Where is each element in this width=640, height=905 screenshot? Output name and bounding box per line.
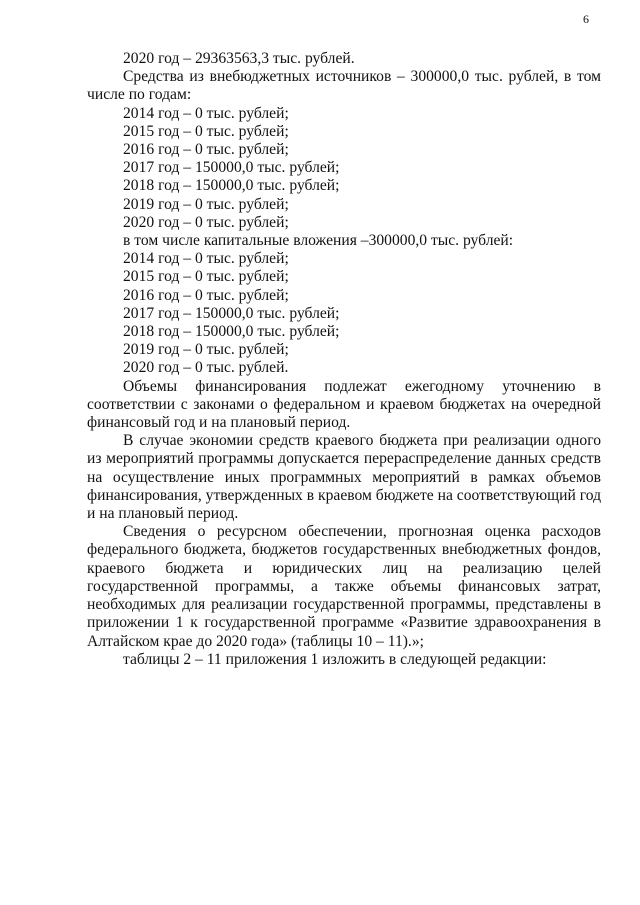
list-item: 2015 год – 0 тыс. рублей; (123, 268, 289, 286)
page-number: 6 (583, 12, 589, 26)
list-item: 2015 год – 0 тыс. рублей; (123, 122, 289, 140)
paragraph-tables-amendment: таблицы 2 – 11 приложения 1 изложить в следующей редакции: (123, 650, 547, 668)
list-item: 2017 год – 150000,0 тыс. рублей; (123, 304, 340, 322)
list-item: 2017 год – 150000,0 тыс. рублей; (123, 159, 340, 177)
list-item: 2014 год – 0 тыс. рублей; (123, 104, 289, 122)
year-list (87, 105, 601, 378)
list-item: 2018 год – 150000,0 тыс. рублей; (123, 323, 340, 341)
list-item: 2020 год – 0 тыс. рублей. (123, 359, 289, 377)
paragraph-resource-provision: Сведения о ресурсном обеспечении, прогнозная оценка расходов федерального бюджета, бюджетов государственных внебюджетных фондов, краевого бюджета и юридических лиц на реализацию целей государственной программы, а также объемы финансовых затрат, необходимых для реализации государственной программы, представлены в приложении 1 к государственной программе «Развитие здравоохранения в Алтайском крае до 2020 года» (таблицы 10 – 11).»; (87, 523, 601, 650)
document-body (87, 50, 601, 669)
paragraph-budget-economy: В случае экономии средств краевого бюджета при реализации одного из мероприятий программы допускается перераспределение данных средств на осуществление иных программных мероприятий в рамках объемов финансирования, утвержденных в краевом бюджете на соответствующий год и на плановый период. (87, 432, 601, 523)
list-item: 2014 год – 0 тыс. рублей; (123, 250, 289, 268)
list-item: 2019 год – 0 тыс. рублей; (123, 195, 289, 213)
text-line-2020-total: 2020 год – 29363563,3 тыс. рублей. (123, 50, 355, 67)
list-item: 2019 год – 0 тыс. рублей; (123, 341, 289, 359)
paragraph-financing-volumes: Объемы финансирования подлежат ежегодному уточнению в соответствии с законами о федеральном и краевом бюджетах на очередной финансовый год и на плановый период. (87, 377, 601, 432)
list-item-capital-investments: в том числе капитальные вложения –300000,0 тыс. рублей: (123, 232, 514, 250)
list-item: 2016 год – 0 тыс. рублей; (123, 286, 289, 304)
list-item: 2018 год – 150000,0 тыс. рублей; (123, 177, 340, 195)
list-item: 2020 год – 0 тыс. рублей; (123, 213, 289, 231)
list-item: 2016 год – 0 тыс. рублей; (123, 141, 289, 159)
paragraph-offbudget-sources: Средства из внебюджетных источников – 300000,0 тыс. рублей, в том числе по годам: (87, 68, 601, 104)
